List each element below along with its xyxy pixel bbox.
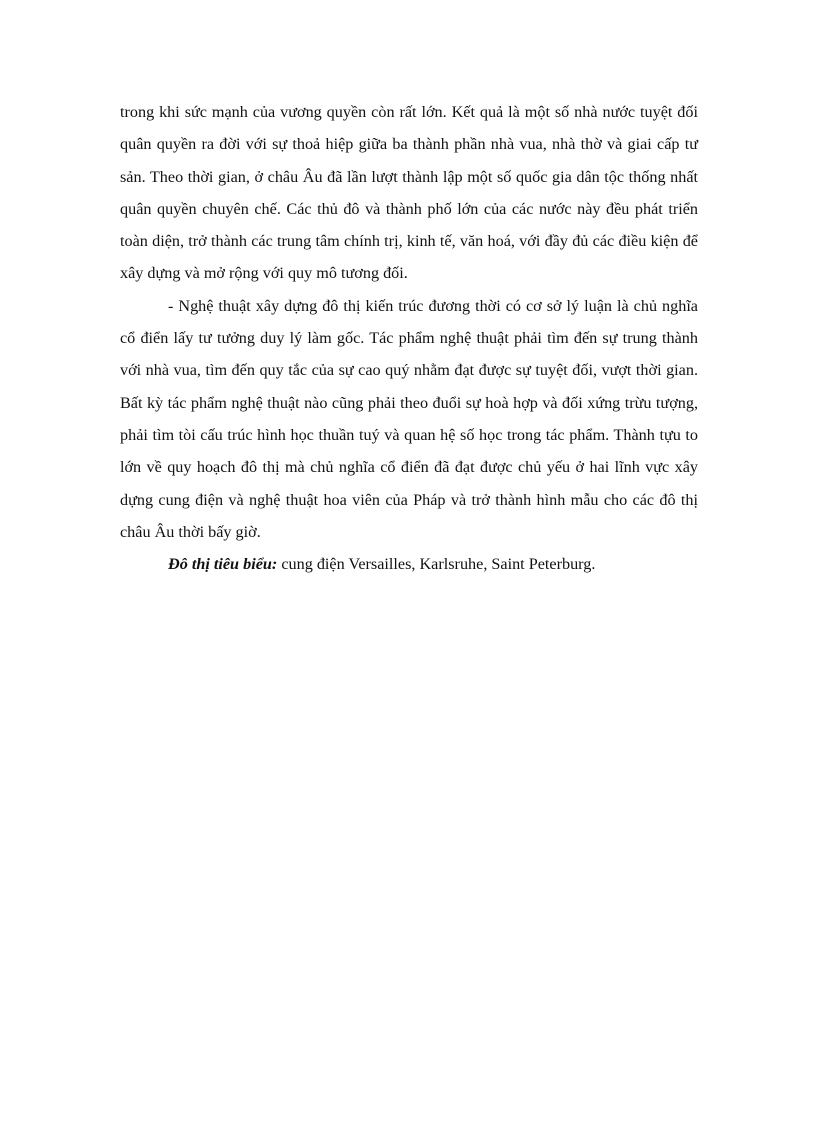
paragraph-monarchy-context: trong khi sức mạnh của vương quyền còn rất lớn. Kết quả là một số nhà nước tuyệt đối quân quyền ra đời với sự thoả hiệp giữa ba thành phần nhà vua, nhà thờ và giai cấp tư sản. Theo thời gian, ở châu Âu đã lần lượt thành lập một số quốc gia dân tộc thống nhất quân quyền chuyên chế. Các thủ đô và thành phố lớn của các nước này đều phát triển toàn diện, trở thành các trung tâm chính trị, kinh tế, văn hoá, với đầy đủ các điều kiện để xây dựng và mở rộng với quy mô tương đối. <box>120 103 698 283</box>
paragraph-representative-cities <box>120 548 698 580</box>
paragraph-classicism-art: - Nghệ thuật xây dựng đô thị kiến trúc đương thời có cơ sở lý luận là chủ nghĩa cổ điển lấy tư tưởng duy lý làm gốc. Tác phẩm nghệ thuật phải tìm đến sự trung thành với nhà vua, tìm đến quy tắc của sự cao quý nhằm đạt được sự tuyệt đối, vượt thời gian. Bất kỳ tác phẩm nghệ thuật nào cũng phải theo đuổi sự hoà hợp và đối xứng trừu tượng, phải tìm tòi cấu trúc hình học thuần tuý và quan hệ số học trong tác phẩm. Thành tựu to lớn về quy hoạch đô thị mà chủ nghĩa cổ điển đã đạt được chủ yếu ở hai lĩnh vực xây dựng cung điện và nghệ thuật hoa viên của Pháp và trở thành hình mẫu cho các đô thị châu Âu thời bấy giờ. <box>120 296 698 541</box>
body-text <box>120 96 698 580</box>
representative-cities-label: Đô thị tiêu biểu: <box>168 555 278 574</box>
representative-cities-list: cung điện Versailles, Karlsruhe, Saint Peterburg. <box>277 555 596 574</box>
